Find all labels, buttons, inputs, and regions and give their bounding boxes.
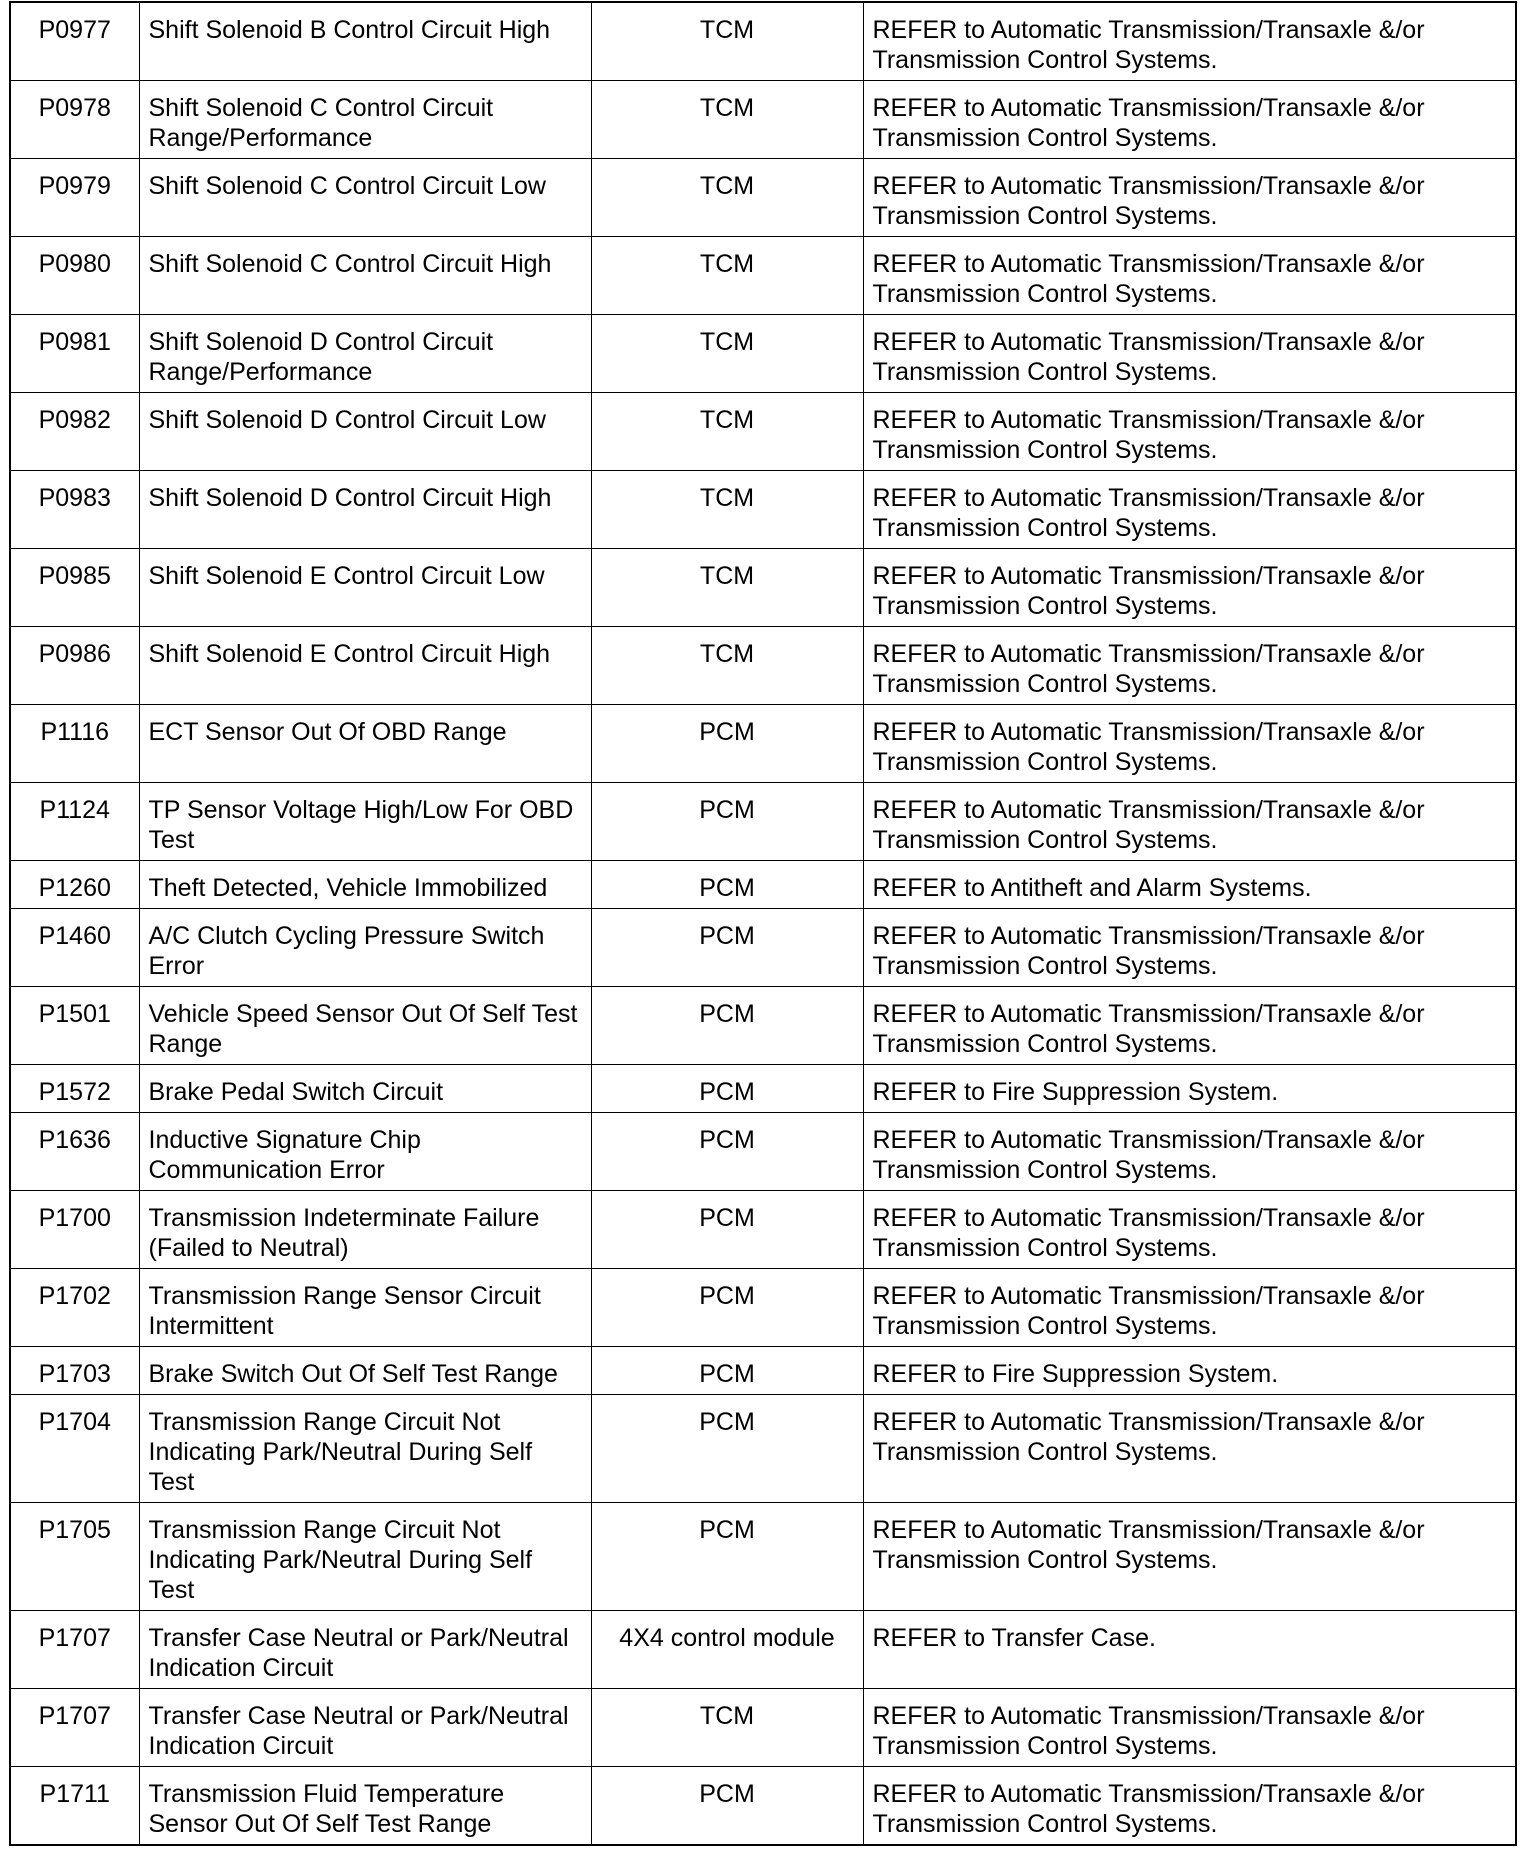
dtc-description: Transmission Range Sensor Circuit Intermittent — [139, 1268, 591, 1346]
dtc-code: P1572 — [10, 1064, 139, 1112]
dtc-code: P1700 — [10, 1190, 139, 1268]
dtc-code: P0981 — [10, 314, 139, 392]
dtc-action: REFER to Automatic Transmission/Transaxle &/or Transmission Control Systems. — [863, 236, 1516, 314]
dtc-module: TCM — [591, 314, 863, 392]
dtc-module: PCM — [591, 1268, 863, 1346]
dtc-module: TCM — [591, 236, 863, 314]
dtc-description: Vehicle Speed Sensor Out Of Self Test Range — [139, 986, 591, 1064]
dtc-module: PCM — [591, 1064, 863, 1112]
dtc-description: Brake Pedal Switch Circuit — [139, 1064, 591, 1112]
dtc-code: P0979 — [10, 158, 139, 236]
table-row — [10, 1064, 1516, 1112]
table-row — [10, 782, 1516, 860]
dtc-description: Shift Solenoid D Control Circuit High — [139, 470, 591, 548]
dtc-action: REFER to Automatic Transmission/Transaxle &/or Transmission Control Systems. — [863, 392, 1516, 470]
dtc-module: 4X4 control module — [591, 1610, 863, 1688]
table-row — [10, 626, 1516, 704]
table-row — [10, 1112, 1516, 1190]
table-row — [10, 1766, 1516, 1845]
dtc-description: Inductive Signature Chip Communication Error — [139, 1112, 591, 1190]
table-row — [10, 548, 1516, 626]
dtc-action: REFER to Automatic Transmission/Transaxle &/or Transmission Control Systems. — [863, 80, 1516, 158]
dtc-action: REFER to Automatic Transmission/Transaxle &/or Transmission Control Systems. — [863, 626, 1516, 704]
dtc-code: P1116 — [10, 704, 139, 782]
dtc-code: P1702 — [10, 1268, 139, 1346]
dtc-description: Shift Solenoid C Control Circuit High — [139, 236, 591, 314]
dtc-action: REFER to Automatic Transmission/Transaxle &/or Transmission Control Systems. — [863, 158, 1516, 236]
table-row — [10, 1268, 1516, 1346]
table-row — [10, 704, 1516, 782]
dtc-code: P1705 — [10, 1502, 139, 1610]
dtc-module: TCM — [591, 470, 863, 548]
dtc-action: REFER to Antitheft and Alarm Systems. — [863, 860, 1516, 908]
dtc-description: Shift Solenoid D Control Circuit Low — [139, 392, 591, 470]
dtc-code: P1636 — [10, 1112, 139, 1190]
dtc-module: PCM — [591, 986, 863, 1064]
dtc-action: REFER to Automatic Transmission/Transaxle &/or Transmission Control Systems. — [863, 1688, 1516, 1766]
dtc-action: REFER to Automatic Transmission/Transaxle &/or Transmission Control Systems. — [863, 1766, 1516, 1845]
dtc-description: Shift Solenoid B Control Circuit High — [139, 2, 591, 80]
table-row — [10, 1190, 1516, 1268]
dtc-description: ECT Sensor Out Of OBD Range — [139, 704, 591, 782]
dtc-code: P1711 — [10, 1766, 139, 1845]
dtc-module: PCM — [591, 1346, 863, 1394]
dtc-action: REFER to Automatic Transmission/Transaxle &/or Transmission Control Systems. — [863, 1502, 1516, 1610]
dtc-table — [9, 1, 1517, 1846]
dtc-module: TCM — [591, 626, 863, 704]
table-row — [10, 1346, 1516, 1394]
dtc-description: Shift Solenoid D Control Circuit Range/Performance — [139, 314, 591, 392]
dtc-description: Shift Solenoid E Control Circuit Low — [139, 548, 591, 626]
dtc-action: REFER to Automatic Transmission/Transaxle &/or Transmission Control Systems. — [863, 470, 1516, 548]
dtc-description: A/C Clutch Cycling Pressure Switch Error — [139, 908, 591, 986]
dtc-code: P1707 — [10, 1610, 139, 1688]
table-row — [10, 314, 1516, 392]
dtc-action: REFER to Automatic Transmission/Transaxle &/or Transmission Control Systems. — [863, 908, 1516, 986]
table-row — [10, 860, 1516, 908]
dtc-description: Brake Switch Out Of Self Test Range — [139, 1346, 591, 1394]
dtc-description: Transmission Range Circuit Not Indicating Park/Neutral During Self Test — [139, 1502, 591, 1610]
dtc-description: Shift Solenoid C Control Circuit Low — [139, 158, 591, 236]
dtc-description: Transfer Case Neutral or Park/Neutral Indication Circuit — [139, 1610, 591, 1688]
dtc-module: PCM — [591, 1766, 863, 1845]
dtc-action: REFER to Automatic Transmission/Transaxle &/or Transmission Control Systems. — [863, 2, 1516, 80]
dtc-action: REFER to Automatic Transmission/Transaxle &/or Transmission Control Systems. — [863, 1268, 1516, 1346]
dtc-action: REFER to Fire Suppression System. — [863, 1064, 1516, 1112]
table-row — [10, 986, 1516, 1064]
table-row — [10, 80, 1516, 158]
dtc-module: PCM — [591, 1502, 863, 1610]
table-row — [10, 1688, 1516, 1766]
dtc-module: PCM — [591, 860, 863, 908]
dtc-description: TP Sensor Voltage High/Low For OBD Test — [139, 782, 591, 860]
dtc-code: P0986 — [10, 626, 139, 704]
dtc-module: PCM — [591, 1190, 863, 1268]
dtc-description: Transmission Indeterminate Failure (Failed to Neutral) — [139, 1190, 591, 1268]
dtc-description: Transmission Range Circuit Not Indicating Park/Neutral During Self Test — [139, 1394, 591, 1502]
dtc-action: REFER to Automatic Transmission/Transaxle &/or Transmission Control Systems. — [863, 1112, 1516, 1190]
dtc-module: PCM — [591, 1112, 863, 1190]
table-row — [10, 1502, 1516, 1610]
table-row — [10, 158, 1516, 236]
dtc-code: P1501 — [10, 986, 139, 1064]
dtc-code: P0985 — [10, 548, 139, 626]
dtc-module: PCM — [591, 782, 863, 860]
dtc-code: P0980 — [10, 236, 139, 314]
dtc-code: P0982 — [10, 392, 139, 470]
dtc-action: REFER to Automatic Transmission/Transaxle &/or Transmission Control Systems. — [863, 1190, 1516, 1268]
dtc-description: Shift Solenoid C Control Circuit Range/Performance — [139, 80, 591, 158]
dtc-module: TCM — [591, 80, 863, 158]
table-row — [10, 1610, 1516, 1688]
table-row — [10, 2, 1516, 80]
dtc-action: REFER to Automatic Transmission/Transaxle &/or Transmission Control Systems. — [863, 314, 1516, 392]
dtc-code: P1703 — [10, 1346, 139, 1394]
dtc-module: TCM — [591, 1688, 863, 1766]
table-row — [10, 1394, 1516, 1502]
table-row — [10, 908, 1516, 986]
dtc-code: P1260 — [10, 860, 139, 908]
table-row — [10, 470, 1516, 548]
dtc-description: Transmission Fluid Temperature Sensor Out Of Self Test Range — [139, 1766, 591, 1845]
dtc-action: REFER to Fire Suppression System. — [863, 1346, 1516, 1394]
dtc-module: TCM — [591, 548, 863, 626]
dtc-code: P1704 — [10, 1394, 139, 1502]
table-row — [10, 392, 1516, 470]
dtc-description: Shift Solenoid E Control Circuit High — [139, 626, 591, 704]
dtc-action: REFER to Transfer Case. — [863, 1610, 1516, 1688]
dtc-action: REFER to Automatic Transmission/Transaxle &/or Transmission Control Systems. — [863, 782, 1516, 860]
dtc-code: P1124 — [10, 782, 139, 860]
dtc-code: P0977 — [10, 2, 139, 80]
dtc-module: TCM — [591, 392, 863, 470]
dtc-action: REFER to Automatic Transmission/Transaxle &/or Transmission Control Systems. — [863, 986, 1516, 1064]
dtc-action: REFER to Automatic Transmission/Transaxle &/or Transmission Control Systems. — [863, 704, 1516, 782]
dtc-code: P0978 — [10, 80, 139, 158]
dtc-code: P1707 — [10, 1688, 139, 1766]
dtc-action: REFER to Automatic Transmission/Transaxle &/or Transmission Control Systems. — [863, 548, 1516, 626]
dtc-module: TCM — [591, 158, 863, 236]
table-row — [10, 236, 1516, 314]
dtc-description: Transfer Case Neutral or Park/Neutral Indication Circuit — [139, 1688, 591, 1766]
dtc-code: P0983 — [10, 470, 139, 548]
dtc-description: Theft Detected, Vehicle Immobilized — [139, 860, 591, 908]
dtc-module: PCM — [591, 1394, 863, 1502]
dtc-module: PCM — [591, 908, 863, 986]
dtc-module: TCM — [591, 2, 863, 80]
dtc-action: REFER to Automatic Transmission/Transaxle &/or Transmission Control Systems. — [863, 1394, 1516, 1502]
dtc-module: PCM — [591, 704, 863, 782]
dtc-code: P1460 — [10, 908, 139, 986]
